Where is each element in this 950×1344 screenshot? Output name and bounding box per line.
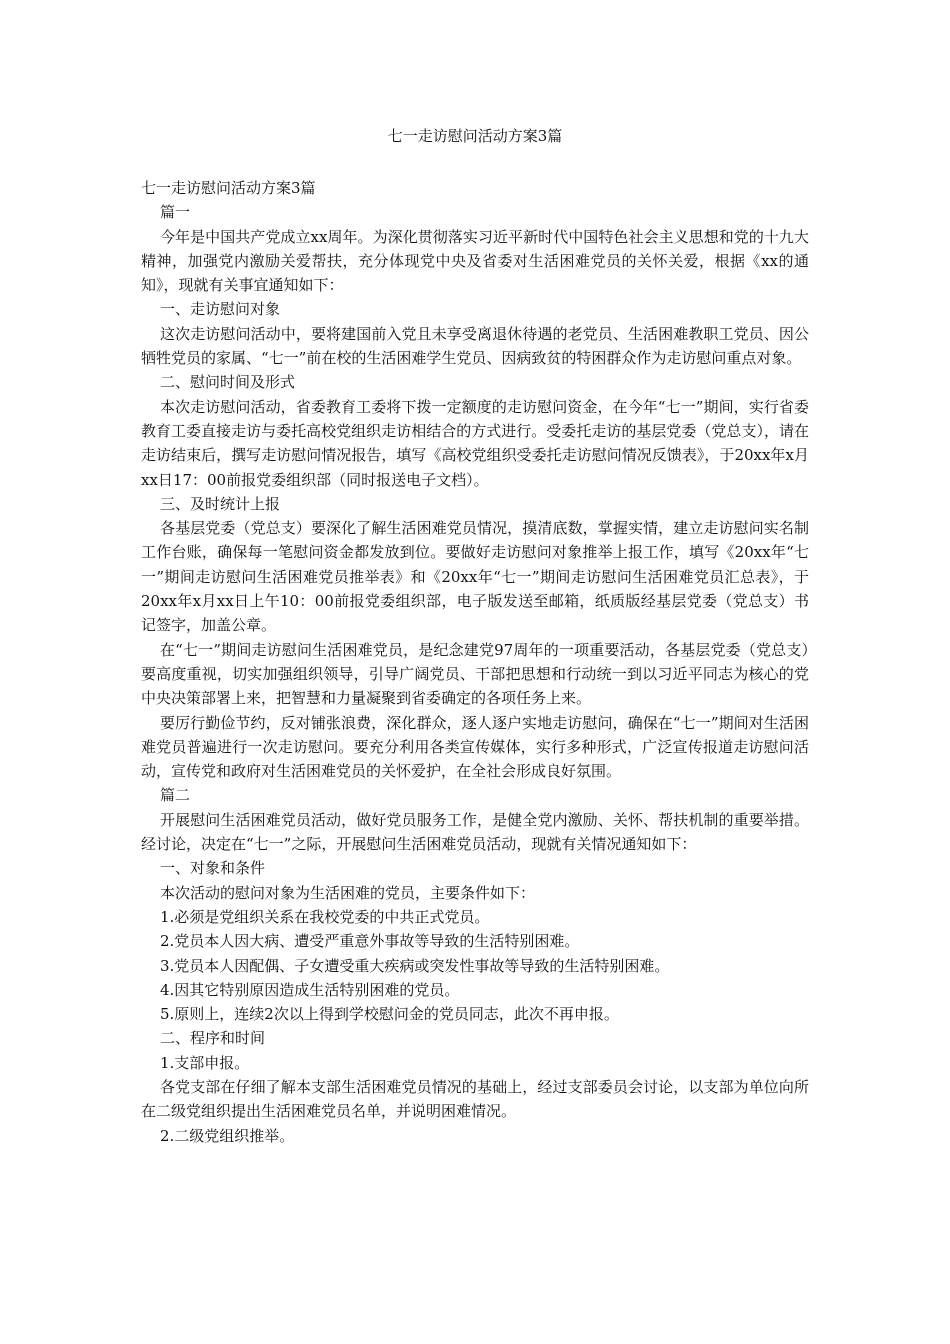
paragraph: 二、慰问时间及形式 bbox=[160, 373, 296, 392]
paragraph: 1.必须是党组织关系在我校党委的中共正式党员。 bbox=[160, 907, 490, 926]
paragraph: 篇一 bbox=[160, 203, 191, 222]
paragraph: 5.原则上，连续2次以上得到学校慰问金的党员同志，此次不再申报。 bbox=[160, 1005, 619, 1024]
paragraph: 篇二 bbox=[160, 786, 191, 805]
paragraph: 本次走访慰问活动，省委教育工委将下拨一定额度的走访慰问资金，在今年“七一”期间，实行省委教育工委直接走访与委托高校党组织走访相结合的方式进行。受委托走访的基层党委（党总支），请在走访结束后，撰写走访慰问情况报告，填写《高校党组织受委托走访慰问情况反馈表》，于20xx年x月xx日17：00前报党委组织部（同时报送电子文档）。 bbox=[141, 397, 809, 489]
paragraph: 4.因其它特别原因造成生活特别困难的党员。 bbox=[160, 980, 460, 999]
document-body bbox=[141, 176, 809, 1148]
paragraph: 三、及时统计上报 bbox=[160, 494, 281, 513]
paragraph: 2.党员本人因大病、遭受严重意外事故等导致的生活特别困难。 bbox=[160, 932, 580, 951]
paragraph: 在“七一”期间走访慰问生活困难党员，是纪念建党97周年的一项重要活动，各基层党委（党总支）要高度重视，切实加强组织领导，引导广阔党员、干部把思想和行动统一到以习近平同志为核心的党中央决策部署上来，把智慧和力量凝聚到省委确定的各项任务上来。 bbox=[141, 640, 809, 708]
paragraph: 一、走访慰问对象 bbox=[160, 300, 281, 319]
paragraph: 七一走访慰问活动方案3篇 bbox=[141, 179, 316, 197]
document-title: 七一走访慰问活动方案3篇 bbox=[387, 127, 563, 145]
paragraph: 二、程序和时间 bbox=[160, 1029, 266, 1048]
paragraph: 2.二级党组织推举。 bbox=[160, 1126, 295, 1145]
paragraph: 今年是中国共产党成立xx周年。为深化贯彻落实习近平新时代中国特色社会主义思想和党的十九大精神，加强党内激励关爱帮扶，充分体现党中央及省委对生活困难党员的关怀关爱，根据《xx的通知》，现就有关事宜通知如下： bbox=[141, 227, 809, 295]
paragraph: 这次走访慰问活动中，要将建国前入党且未享受离退休待遇的老党员、生活困难教职工党员、因公牺牲党员的家属、“七一”前在校的生活困难学生党员、因病致贫的特困群众作为走访慰问重点对象。 bbox=[141, 324, 809, 368]
paragraph: 一、对象和条件 bbox=[160, 859, 266, 878]
paragraph: 各党支部在仔细了解本支部生活困难党员情况的基础上，经过支部委员会讨论，以支部为单位向所在二级党组织提出生活困难党员名单，并说明困难情况。 bbox=[141, 1077, 809, 1121]
paragraph: 各基层党委（党总支）要深化了解生活困难党员情况，摸清底数，掌握实情，建立走访慰问实名制工作台账，确保每一笔慰问资金都发放到位。要做好走访慰问对象推举上报工作，填写《20xx年“七一”期间走访慰问生活困难党员推举表》和《20xx年“七一”期间走访慰问生活困难党员汇总表》，于20xx年x月xx日上午10：00前报党委组织部，电子版发送至邮箱，纸质版经基层党委（党总支）书记签字，加盖公章。 bbox=[141, 519, 809, 635]
paragraph: 本次活动的慰问对象为生活困难的党员，主要条件如下： bbox=[160, 883, 536, 902]
paragraph: 3.党员本人因配偶、子女遭受重大疾病或突发性事故等导致的生活特别困难。 bbox=[160, 956, 670, 975]
paragraph: 开展慰问生活困难党员活动，做好党员服务工作，是健全党内激励、关怀、帮扶机制的重要举措。经讨论，决定在“七一”之际，开展慰问生活困难党员活动，现就有关情况通知如下： bbox=[141, 810, 809, 854]
paragraph: 要厉行勤俭节约，反对铺张浪费，深化群众，逐人逐户实地走访慰问，确保在“七一”期间对生活困难党员普遍进行一次走访慰问。要充分利用各类宣传媒体，实行多种形式，广泛宣传报道走访慰问活动，宣传党和政府对生活困难党员的关怀爱护，在全社会形成良好氛围。 bbox=[141, 713, 809, 781]
paragraph: 1.支部申报。 bbox=[160, 1053, 250, 1072]
